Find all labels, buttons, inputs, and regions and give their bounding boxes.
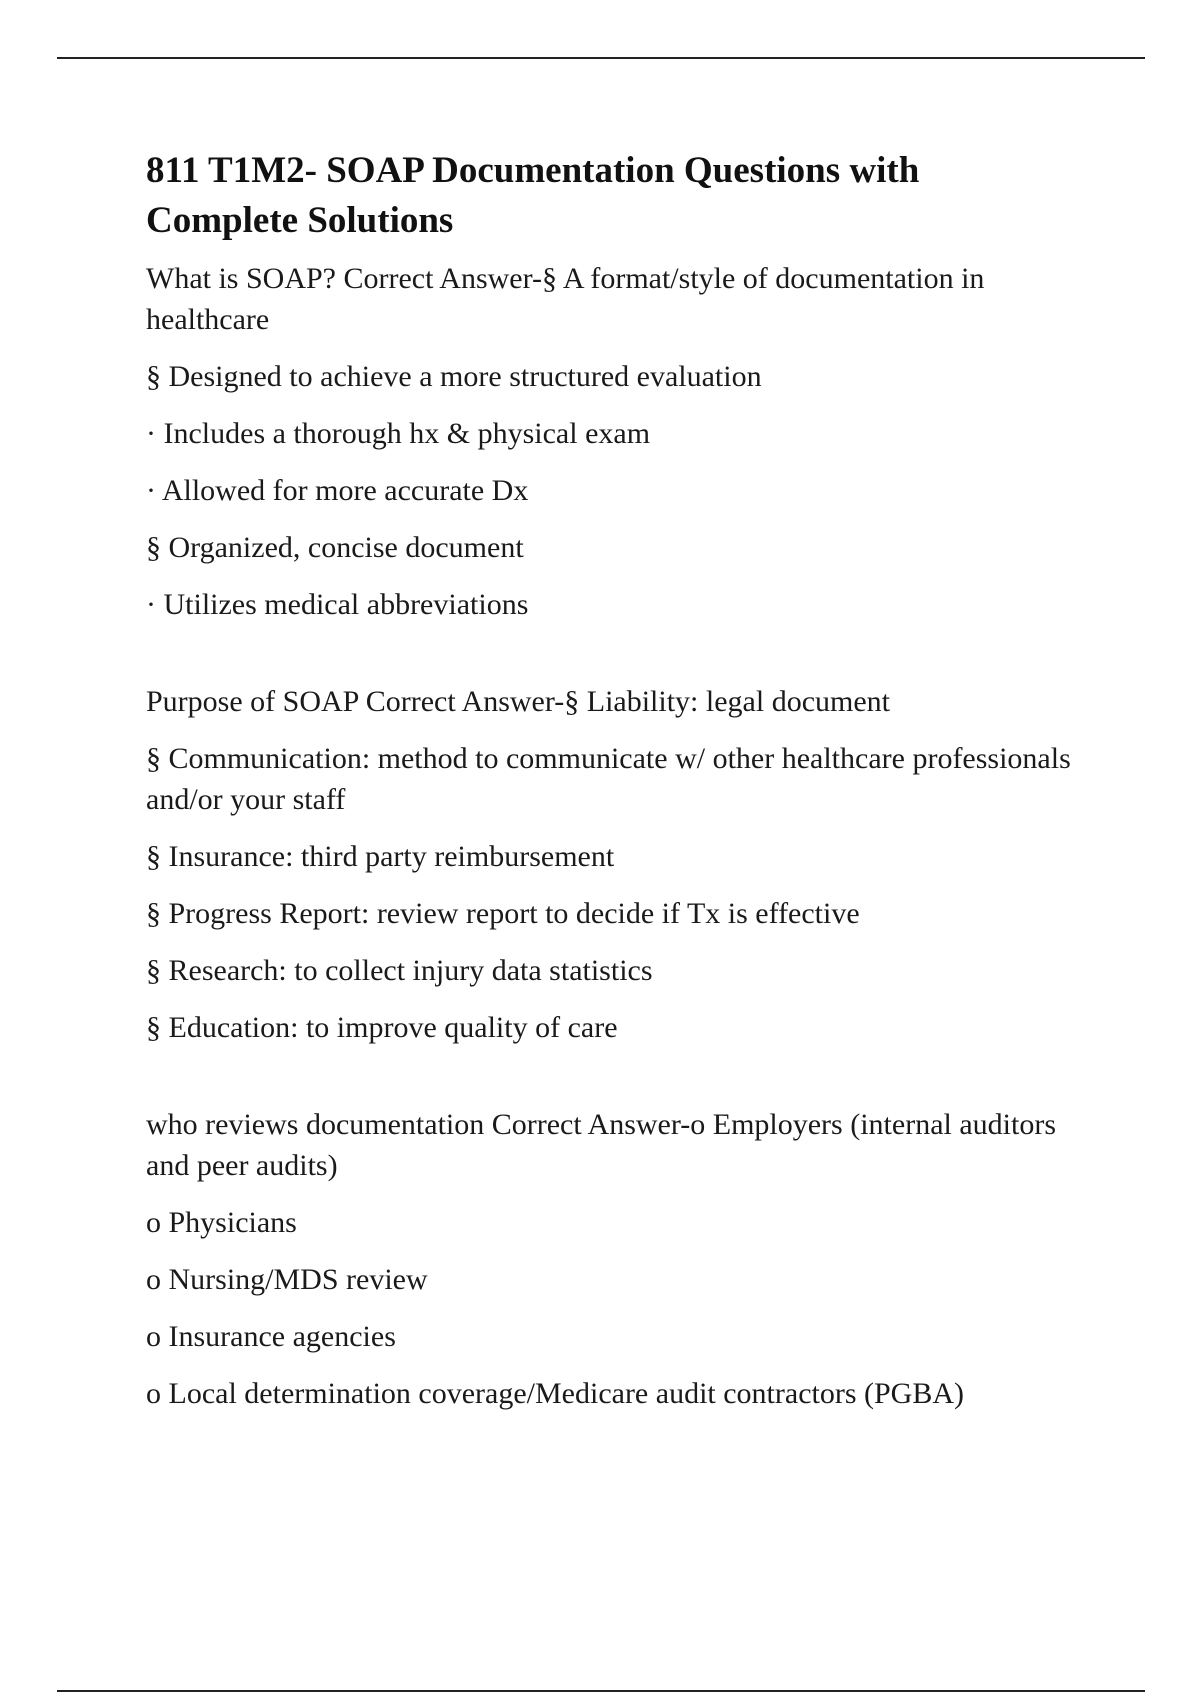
answer-point: o Local determination coverage/Medicare audit contractors (PGBA) bbox=[146, 1377, 965, 1410]
answer-point: § Progress Report: review report to decide if Tx is effective bbox=[146, 897, 860, 930]
question-answer-line: Purpose of SOAP Correct Answer-§ Liability: legal document bbox=[146, 685, 890, 718]
answer-point: · Allowed for more accurate Dx bbox=[146, 474, 529, 507]
qa-section-who-reviews bbox=[146, 1104, 1076, 1414]
answer-point: § Designed to achieve a more structured evaluation bbox=[146, 360, 762, 393]
question-answer-line: who reviews documentation Correct Answer-o Employers (internal auditors and peer audits) bbox=[146, 1108, 1056, 1182]
document-body bbox=[146, 146, 1076, 1430]
answer-point: o Insurance agencies bbox=[146, 1320, 396, 1353]
answer-point: o Physicians bbox=[146, 1206, 297, 1239]
top-rule bbox=[57, 57, 1145, 59]
answer-point: § Insurance: third party reimbursement bbox=[146, 840, 615, 873]
document-title: 811 T1M2- SOAP Documentation Questions with Complete Solutions bbox=[146, 150, 920, 241]
answer-point: · Utilizes medical abbreviations bbox=[146, 588, 529, 621]
qa-section-purpose-of-soap bbox=[146, 681, 1076, 1048]
qa-section-what-is-soap bbox=[146, 258, 1076, 625]
answer-point: § Organized, concise document bbox=[146, 531, 524, 564]
answer-point: § Education: to improve quality of care bbox=[146, 1011, 618, 1044]
bottom-rule bbox=[57, 1690, 1145, 1692]
answer-point: § Research: to collect injury data statistics bbox=[146, 954, 653, 987]
answer-point: § Communication: method to communicate w/ other healthcare professionals and/or your staff bbox=[146, 742, 1071, 816]
answer-point: · Includes a thorough hx & physical exam bbox=[146, 417, 651, 450]
answer-point: o Nursing/MDS review bbox=[146, 1263, 428, 1296]
question-answer-line: What is SOAP? Correct Answer-§ A format/style of documentation in healthcare bbox=[146, 262, 985, 336]
